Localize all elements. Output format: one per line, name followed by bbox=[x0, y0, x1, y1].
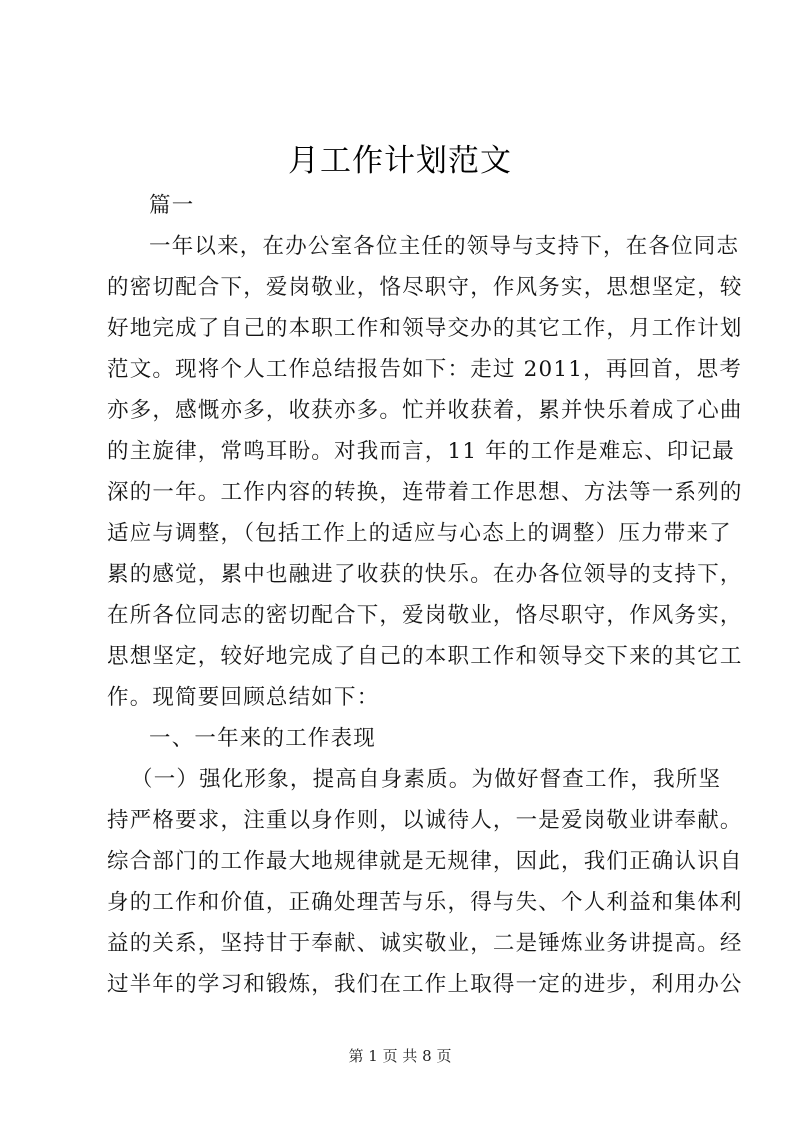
paragraph-line: 持严格要求，注重以身作则，以诚待人，一是爱岗敬业讲奉献。 bbox=[107, 808, 743, 833]
subsection-heading: 一、一年来的工作表现 bbox=[149, 726, 377, 751]
paragraph-line: 好地完成了自己的本职工作和领导交办的其它工作，月工作计划 bbox=[107, 316, 743, 341]
paragraph-line: 范文。现将个人工作总结报告如下：走过 2011，再回首，思考 bbox=[107, 357, 743, 382]
paragraph-line: 身的工作和价值，正确处理苦与乐，得与失、个人利益和集体利 bbox=[107, 890, 743, 915]
paragraph-line: 益的关系，坚持甘于奉献、诚实敬业，二是锤炼业务讲提高。经 bbox=[107, 931, 743, 956]
page-footer: 第 1 页 共 8 页 bbox=[348, 1047, 452, 1065]
paragraph-line: 的主旋律，常鸣耳盼。对我而言，11 年的工作是难忘、印记最 bbox=[107, 439, 735, 464]
paragraph-line: 深的一年。工作内容的转换，连带着工作思想、方法等一系列的 bbox=[107, 480, 743, 505]
paragraph-line: 的密切配合下，爱岗敬业，恪尽职守，作风务实，思想坚定，较 bbox=[107, 275, 743, 300]
paragraph-line: 一年以来，在办公室各位主任的领导与支持下，在各位同志 bbox=[149, 234, 740, 259]
paragraph-line: 作。现简要回顾总结如下： bbox=[107, 685, 380, 710]
paragraph-line: 过半年的学习和锻炼，我们在工作上取得一定的进步，利用办公 bbox=[107, 972, 743, 997]
document-title: 月工作计划范文 bbox=[288, 143, 512, 179]
paragraph-line: 在所各位同志的密切配合下，爱岗敬业，恪尽职守，作风务实， bbox=[107, 603, 743, 628]
paragraph-line: 亦多，感慨亦多，收获亦多。忙并收获着，累并快乐着成了心曲 bbox=[107, 398, 743, 423]
paragraph-line: （一）强化形象，提高自身素质。为做好督查工作，我所坚 bbox=[131, 767, 722, 792]
paragraph-line: 适应与调整，（包括工作上的适应与心态上的调整）压力带来了 bbox=[107, 521, 732, 546]
paragraph-line: 思想坚定，较好地完成了自己的本职工作和领导交下来的其它工 bbox=[107, 644, 743, 669]
paragraph-line: 综合部门的工作最大地规律就是无规律，因此，我们正确认识自 bbox=[107, 849, 743, 874]
paragraph-line: 累的感觉，累中也融进了收获的快乐。在办各位领导的支持下， bbox=[107, 562, 743, 587]
section-heading: 篇一 bbox=[149, 193, 195, 218]
